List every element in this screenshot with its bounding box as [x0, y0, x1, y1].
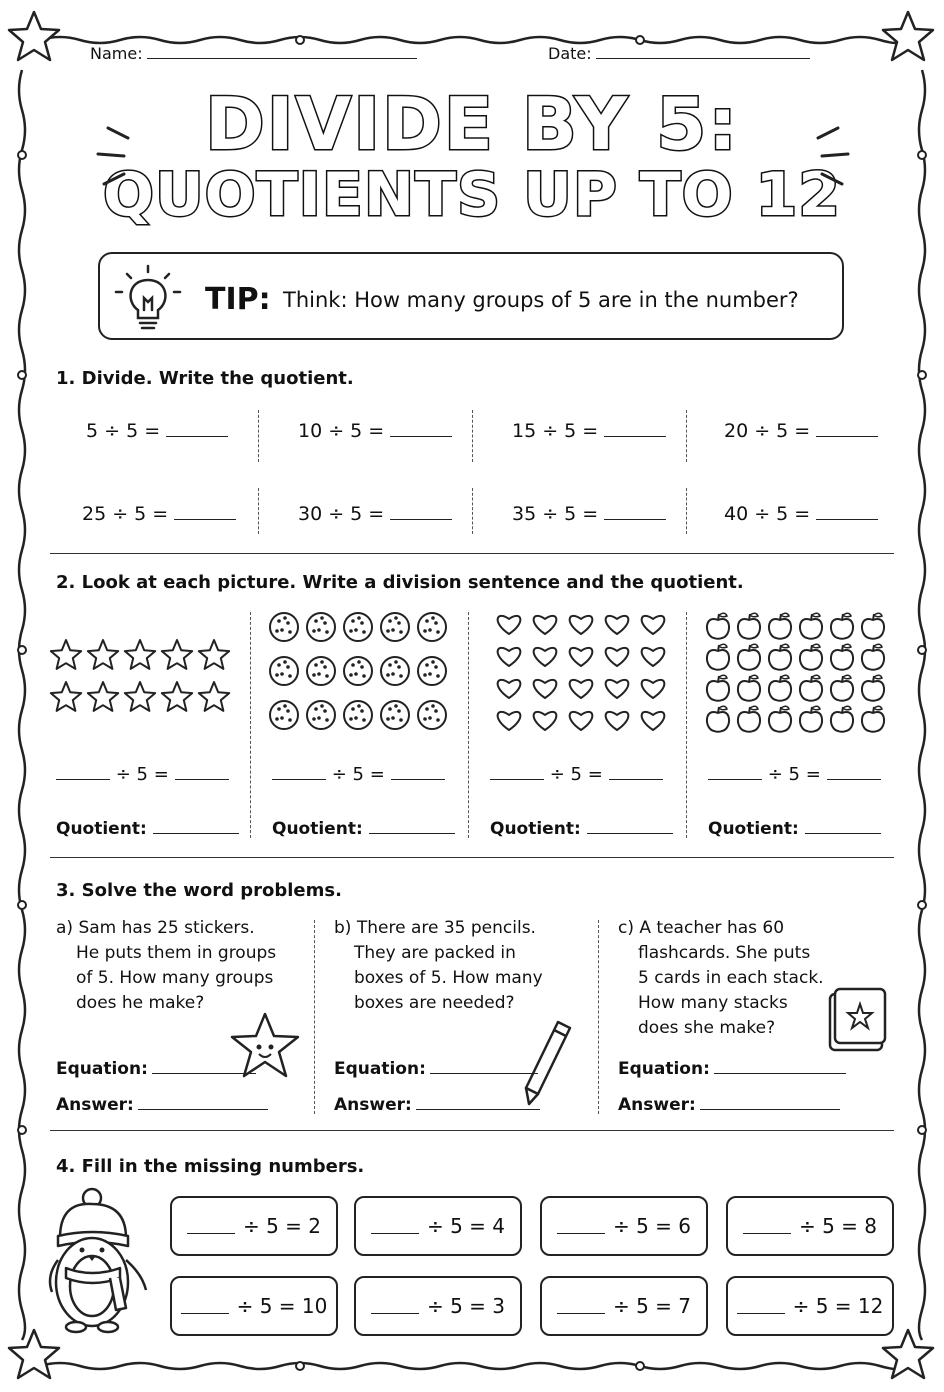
- heart-icon: [570, 680, 593, 698]
- heart-icon: [642, 616, 665, 634]
- apple-icon: [800, 675, 822, 701]
- equation-line[interactable]: [430, 1058, 538, 1074]
- quotient-field: Quotient:: [490, 818, 673, 839]
- sparkle-left-icon: [90, 118, 140, 198]
- missing-number-box: ÷ 5 = 4: [354, 1196, 522, 1256]
- answer-blank[interactable]: [816, 421, 878, 437]
- picture-group-heart: [498, 616, 665, 730]
- tip-label: TIP:: [205, 282, 271, 317]
- apple-icon: [707, 613, 729, 639]
- name-field[interactable]: [90, 44, 417, 63]
- star-icon: [125, 682, 155, 711]
- answer-blank[interactable]: [174, 504, 236, 520]
- apple-icon: [738, 613, 760, 639]
- division-sentence: ÷ 5 =: [708, 764, 881, 785]
- star-icon: [199, 640, 229, 669]
- apple-icon: [769, 613, 791, 639]
- apple-icon: [862, 706, 884, 732]
- missing-number-blank[interactable]: [737, 1298, 785, 1314]
- divider: [686, 488, 687, 534]
- answer-line[interactable]: [138, 1094, 268, 1110]
- missing-number-blank[interactable]: [557, 1298, 605, 1314]
- missing-number-box: ÷ 5 = 12: [726, 1276, 894, 1336]
- heart-icon: [642, 712, 665, 730]
- division-problem: 15 ÷ 5 =: [512, 420, 666, 442]
- heart-icon: [498, 712, 521, 730]
- flashcard-stack-icon: [826, 984, 890, 1054]
- date-field[interactable]: [548, 44, 810, 63]
- section2-heading: 2. Look at each picture. Write a division sentence and the quotient.: [56, 572, 744, 593]
- missing-number-box: ÷ 5 = 3: [354, 1276, 522, 1336]
- word-problem-b: b) There are 35 pencils. They are packed in boxes of 5. How many boxes are needed?: [334, 918, 543, 1013]
- apple-icon: [831, 706, 853, 732]
- heart-icon: [534, 712, 557, 730]
- word-problem-a: a) Sam has 25 stickers. He puts them in groups of 5. How many groups does he make?: [56, 918, 277, 1013]
- answer-blank[interactable]: [816, 504, 878, 520]
- apple-icon: [831, 675, 853, 701]
- heart-icon: [570, 712, 593, 730]
- dividend-blank[interactable]: [490, 764, 544, 780]
- heart-icon: [606, 712, 629, 730]
- cookie-icon: [381, 701, 409, 729]
- missing-number-box: ÷ 5 = 2: [170, 1196, 338, 1256]
- picture-group-star: [51, 640, 229, 711]
- missing-number-box: ÷ 5 = 6: [540, 1196, 708, 1256]
- apple-icon: [707, 675, 729, 701]
- heart-icon: [498, 680, 521, 698]
- heart-icon: [498, 616, 521, 634]
- cookie-icon: [307, 701, 335, 729]
- cookie-icon: [270, 657, 298, 685]
- apple-icon: [738, 706, 760, 732]
- answer-blank[interactable]: [604, 421, 666, 437]
- division-problem: 5 ÷ 5 =: [86, 420, 228, 442]
- date-label: Date:: [548, 44, 592, 63]
- missing-number-box: ÷ 5 = 10: [170, 1276, 338, 1336]
- apple-icon: [769, 706, 791, 732]
- heart-icon: [534, 616, 557, 634]
- apple-icon: [769, 644, 791, 670]
- division-problem: 10 ÷ 5 =: [298, 420, 452, 442]
- heart-icon: [606, 648, 629, 666]
- heart-icon: [534, 680, 557, 698]
- divider: [314, 920, 315, 1114]
- cookie-icon: [381, 613, 409, 641]
- heart-icon: [498, 648, 521, 666]
- heart-icon: [642, 648, 665, 666]
- divider: [598, 920, 599, 1114]
- page-title-line1: DIVIDE BY 5:: [204, 82, 740, 166]
- heart-icon: [606, 616, 629, 634]
- apple-icon: [738, 644, 760, 670]
- heart-icon: [642, 680, 665, 698]
- cookie-icon: [418, 657, 446, 685]
- divider: [258, 410, 259, 462]
- star-icon: [51, 682, 81, 711]
- section-divider: [50, 553, 894, 554]
- date-line[interactable]: [596, 45, 810, 59]
- answer-field: Answer:: [618, 1094, 840, 1115]
- quotient-blank[interactable]: [391, 764, 445, 780]
- quotient-line[interactable]: [805, 818, 881, 834]
- missing-number-blank[interactable]: [371, 1298, 419, 1314]
- cookie-icon: [418, 701, 446, 729]
- division-sentence: ÷ 5 =: [490, 764, 663, 785]
- quotient-field: Quotient:: [56, 818, 239, 839]
- equation-line[interactable]: [714, 1058, 846, 1074]
- apple-icon: [769, 675, 791, 701]
- apple-icon: [831, 613, 853, 639]
- missing-number-box: ÷ 5 = 8: [726, 1196, 894, 1256]
- cookie-icon: [381, 657, 409, 685]
- section-divider: [50, 1130, 894, 1131]
- picture-groups: [0, 600, 944, 750]
- missing-number-blank[interactable]: [181, 1298, 229, 1314]
- apple-icon: [707, 644, 729, 670]
- quotient-blank[interactable]: [175, 764, 229, 780]
- cookie-icon: [270, 613, 298, 641]
- answer-blank[interactable]: [604, 504, 666, 520]
- division-problem: 35 ÷ 5 =: [512, 503, 666, 525]
- answer-line[interactable]: [700, 1094, 840, 1110]
- apple-icon: [707, 706, 729, 732]
- word-problem-c: c) A teacher has 60 flashcards. She puts 5 cards in each stack. How many stacks does she make?: [618, 918, 824, 1038]
- section1-heading: 1. Divide. Write the quotient.: [56, 368, 354, 389]
- apple-icon: [862, 644, 884, 670]
- apple-icon: [800, 613, 822, 639]
- star-icon: [162, 640, 192, 669]
- picture-group-apple: [707, 613, 884, 732]
- sparkle-right-icon: [806, 118, 856, 198]
- heart-icon: [570, 616, 593, 634]
- dividend-blank[interactable]: [708, 764, 762, 780]
- equation-field: Equation:: [618, 1058, 846, 1079]
- answer-blank[interactable]: [390, 421, 452, 437]
- division-sentence: ÷ 5 =: [272, 764, 445, 785]
- division-problem: 20 ÷ 5 =: [724, 420, 878, 442]
- answer-field: Answer:: [334, 1094, 540, 1115]
- apple-icon: [800, 644, 822, 670]
- division-problem: 30 ÷ 5 =: [298, 503, 452, 525]
- apple-icon: [800, 706, 822, 732]
- missing-number-blank[interactable]: [371, 1218, 419, 1234]
- dividend-blank[interactable]: [56, 764, 110, 780]
- tip-text: Think: How many groups of 5 are in the number?: [283, 288, 799, 312]
- cookie-icon: [270, 701, 298, 729]
- answer-blank[interactable]: [390, 504, 452, 520]
- cookie-icon: [307, 613, 335, 641]
- star-icon: [51, 640, 81, 669]
- equation-field: Equation:: [56, 1058, 256, 1079]
- star-icon: [88, 682, 118, 711]
- section-divider: [50, 857, 894, 858]
- star-icon: [199, 682, 229, 711]
- cookie-icon: [344, 613, 372, 641]
- picture-group-cookie: [270, 613, 446, 729]
- quotient-line[interactable]: [153, 818, 239, 834]
- name-line[interactable]: [147, 45, 417, 59]
- answer-blank[interactable]: [166, 421, 228, 437]
- apple-icon: [862, 675, 884, 701]
- dividend-blank[interactable]: [272, 764, 326, 780]
- missing-number-box: ÷ 5 = 7: [540, 1276, 708, 1336]
- equation-line[interactable]: [152, 1058, 256, 1074]
- division-sentence: ÷ 5 =: [56, 764, 229, 785]
- divider: [686, 410, 687, 462]
- cookie-icon: [344, 701, 372, 729]
- equation-field: Equation:: [334, 1058, 538, 1079]
- star-icon: [88, 640, 118, 669]
- penguin-icon: [46, 1186, 158, 1336]
- name-label: Name:: [90, 44, 143, 63]
- division-problem: 40 ÷ 5 =: [724, 503, 878, 525]
- quotient-field: Quotient:: [708, 818, 881, 839]
- missing-number-blank[interactable]: [557, 1218, 605, 1234]
- section3-heading: 3. Solve the word problems.: [56, 880, 342, 901]
- star-icon: [162, 682, 192, 711]
- section4-heading: 4. Fill in the missing numbers.: [56, 1156, 365, 1177]
- quotient-field: Quotient:: [272, 818, 455, 839]
- cookie-icon: [307, 657, 335, 685]
- missing-number-blank[interactable]: [187, 1218, 235, 1234]
- page-title-line2: QUOTIENTS UP TO 12: [102, 160, 842, 230]
- answer-line[interactable]: [416, 1094, 540, 1110]
- heart-icon: [606, 680, 629, 698]
- quotient-line[interactable]: [369, 818, 455, 834]
- missing-number-blank[interactable]: [743, 1218, 791, 1234]
- apple-icon: [862, 613, 884, 639]
- quotient-blank[interactable]: [827, 764, 881, 780]
- lightbulb-icon: [112, 262, 184, 334]
- star-icon: [125, 640, 155, 669]
- division-problem: 25 ÷ 5 =: [82, 503, 236, 525]
- quotient-blank[interactable]: [609, 764, 663, 780]
- divider: [472, 488, 473, 534]
- heart-icon: [534, 648, 557, 666]
- cookie-icon: [344, 657, 372, 685]
- cookie-icon: [418, 613, 446, 641]
- heart-icon: [570, 648, 593, 666]
- apple-icon: [831, 644, 853, 670]
- apple-icon: [738, 675, 760, 701]
- divider: [258, 488, 259, 534]
- divider: [472, 410, 473, 462]
- answer-field: Answer:: [56, 1094, 268, 1115]
- quotient-line[interactable]: [587, 818, 673, 834]
